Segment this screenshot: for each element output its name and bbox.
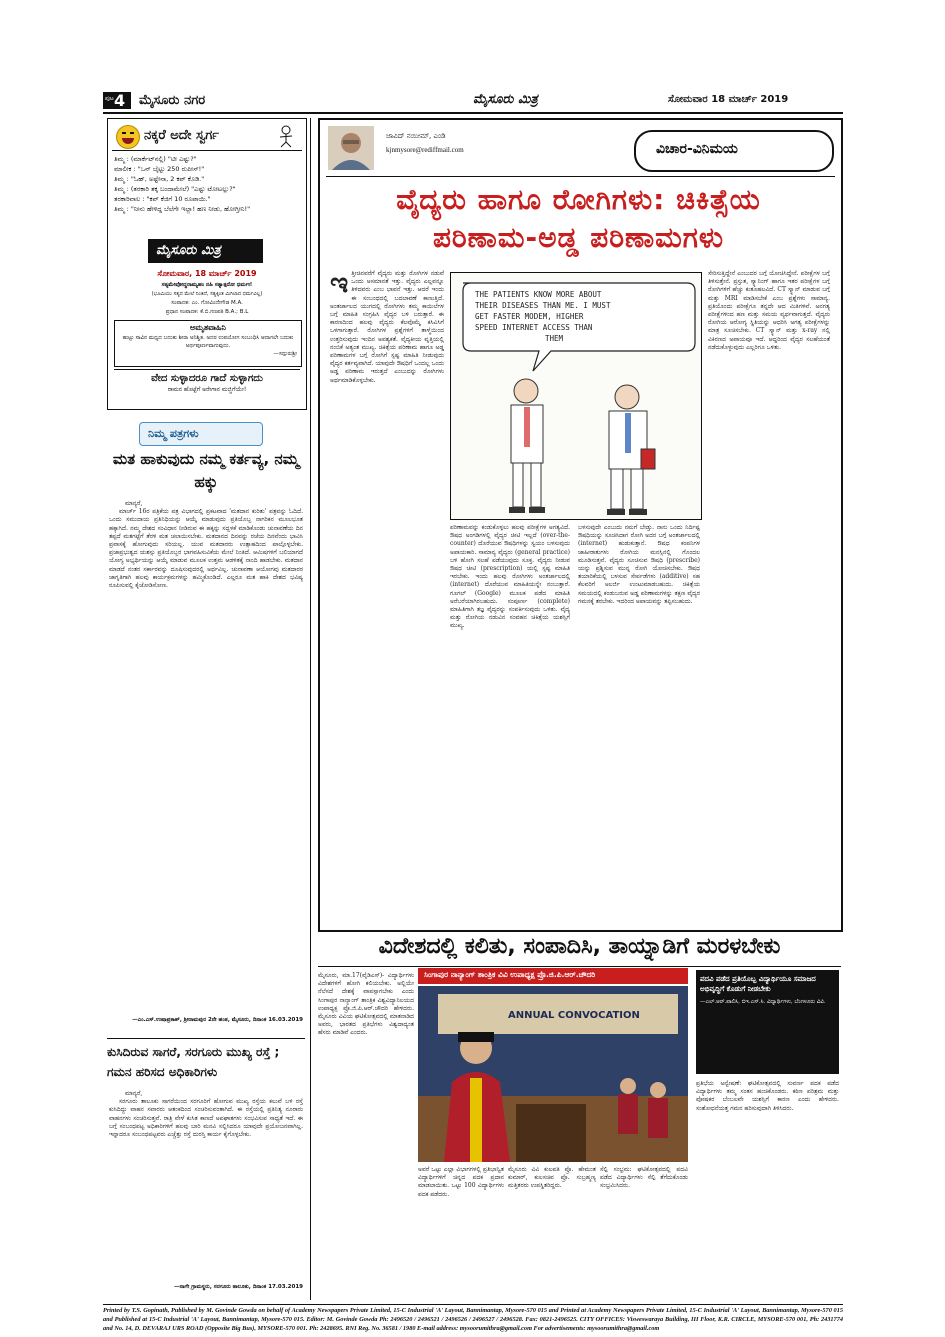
nameplate-title: ಮೈಸೂರು ಮಿತ್ರ [156, 243, 221, 258]
page-number-box [103, 92, 131, 109]
nameplate-logo [148, 239, 263, 263]
feature-box [318, 118, 843, 932]
masthead: ಮೈಸೂರು ಮಿತ್ರ [473, 92, 538, 107]
humor-line: ಮಾಲೀಕ : "ಒನ್ ಬೈಟ್ಟು 250 ರುಪೀಸ್!" [114, 165, 205, 173]
humor-line: ತಿಮ್ಮ : (ಮಾರ್ಕೆಟ್‌ನಲ್ಲಿ) "ಟೀ ಎಷ್ಟು?" [114, 155, 197, 163]
photo-banner-text: ANNUAL CONVOCATION [508, 1010, 640, 1021]
author-email: kjnmysore@rediffmail.com [386, 146, 464, 154]
letter2-signature: —ನಾಗೇ ಗ್ರಾಮಸ್ಥರು, ಸರಗೂರು ತಾಲೂಕು, ದಿನಾಂಕ 17.03.2019 [174, 1284, 303, 1290]
cartoon-caption [475, 289, 685, 344]
feature-col-2-text: ಪರಿಣಾಮವನ್ನು ಕಂಡುಕೊಳ್ಳಲು ಹಲವು ಪರೀಕ್ಷೆಗಳ ಅಗತ್ಯವಿದೆ. ಔಷಧ ಅಂಗಡಿಗಳಲ್ಲಿ ವೈದ್ಯರ ಚೀಟಿ ಇಲ್ಲದೆ (over-the-counter) ದೊರೆಯುವ ಔಷಧಿಗಳನ್ನು ಸ್ವಯಂ ಬಳಸುವುದು ಅಪಾಯಕಾರಿ. ಸಾಮಾನ್ಯ ವೈದ್ಯರು (general practice) ಬಳಿ ಹೋಗಿ ಸಲಹೆ ಪಡೆಯುವುದು ಸೂಕ್ತ. ವೈದ್ಯರು ನೀಡುವ ಔಷಧ ಚೀಟಿ (prescription) ಯಲ್ಲಿ ಸ್ಪಷ್ಟ ಮಾಹಿತಿ ಇರಬೇಕು. ಇಂದು ಹಲವು ರೋಗಿಗಳು ಅಂತರ್ಜಾಲದಲ್ಲಿ (internet) ದೊರೆಯುವ ಮಾಹಿತಿಯನ್ನೇ ನಂಬುತ್ತಾರೆ. ಗೂಗಲ್ (Google) ಮೂಲಕ ಪಡೆದ ಮಾಹಿತಿ ಅರೆಬರೆಯಾಗಿರಬಹುದು. ಸಂಪೂರ್ಣ (complete) ಮಾಹಿತಿಗಾಗಿ ತಜ್ಞ ವೈದ್ಯರನ್ನು ಸಂಪರ್ಕಿಸುವುದು ಒಳಿತು. ವೈದ್ಯ ಮತ್ತು ರೋಗಿಯ ನಡುವಿನ ಸಂವಹನ ಚಿಕಿತ್ಸೆಯ ಯಶಸ್ಸಿಗೆ ಮುಖ್ಯ. [450, 524, 570, 630]
letter-salutation: ಮಾನ್ಯರೆ, [125, 500, 143, 507]
author-photo [328, 126, 374, 170]
feature-col-1-text: ತ್ತೀಚಿನವರೆಗೆ ವೈದ್ಯರು ಮತ್ತು ರೋಗಿಗಳ ನಡುವೆ ಒಂದು ಅಸಮಾನತೆ ಇತ್ತು. ವೈದ್ಯರು ಎಲ್ಲವನ್ನೂ ತಿಳಿದವರು ಎಂಬ ಭಾವನೆ ಇತ್ತು. ಆದರೆ ಇಂದು ಈ ಸಂಬಂಧದಲ್ಲಿ ಬದಲಾವಣೆ ಕಾಣುತ್ತಿದೆ. ಅಂತರ್ಜಾಲದ ಯುಗದಲ್ಲಿ ರೋಗಿಗಳು ತಮ್ಮ ಕಾಯಿಲೆಗಳ ಬಗ್ಗೆ ಮಾಹಿತಿ ಸಂಗ್ರಹಿಸಿ ವೈದ್ಯರ ಬಳಿ ಬರುತ್ತಾರೆ. ಈ ಕಾರಣದಿಂದ ಹಲವು ವೈದ್ಯರು ಕೆಲವೊಮ್ಮೆ ಕಸಿವಿಸಿಗೆ ಒಳಗಾಗುತ್ತಾರೆ. ರೋಗಿಗಳ ಪ್ರಶ್ನೆಗಳಿಗೆ ತಾಳ್ಮೆಯಿಂದ ಉತ್ತರಿಸುವುದು ಇಂದಿನ ಅವಶ್ಯಕತೆ. ವೈದ್ಯಕೀಯ ವೃತ್ತಿಯಲ್ಲಿ ನಂಬಿಕೆ ಅತ್ಯಂತ ಮುಖ್ಯ. ಚಿಕಿತ್ಸೆಯ ಪರಿಣಾಮ ಹಾಗೂ ಅಡ್ಡ ಪರಿಣಾಮಗಳ ಬಗ್ಗೆ ರೋಗಿಗೆ ಸ್ಪಷ್ಟ ಮಾಹಿತಿ ನೀಡುವುದು ವೈದ್ಯರ ಕರ್ತವ್ಯವಾಗಿದೆ. ಯಾವುದೇ ಔಷಧಿಗೆ ಒಂದಲ್ಲ ಒಂದು ಅಡ್ಡ ಪರಿಣಾಮ ಇರುತ್ತದೆ ಎಂಬುದನ್ನು ರೋಗಿಗಳು ಅರ್ಥಮಾಡಿಕೊಳ್ಳಬೇಕು. [330, 270, 444, 384]
letter2-salutation: ಮಾನ್ಯರೆ, [125, 1090, 143, 1097]
story2-headline: ವಿದೇಶದಲ್ಲಿ ಕಲಿತು, ಸಂಪಾದಿಸಿ, ತಾಯ್ನಾಡಿಗೆ ಮರಳಬೇಕು [378, 934, 781, 959]
humor-line: ತಿಮ್ಮ : "ನೀನು ಹೇಳಿದ್ದ ಬೆಲೆಗೇ ಇಲ್ಲಾ! ಹಣ ನೀಡು, ಹೋಗ್ತೀನಿ!" [114, 205, 251, 213]
feature-col-3 [578, 524, 700, 920]
sidebar-text [696, 1080, 839, 1294]
footer-rule [103, 1304, 843, 1305]
nameplate-date: ಸೋಮವಾರ, 18 ಮಾರ್ಚ್ 2019 [157, 269, 257, 278]
feature-col-3-text: ಬಳಸುವುದೇ ಎಂಬುದು ನಮಗೆ ಬೇಡ್ತು. ನಾನು ಒಂದು ನಿರ್ದಿಷ್ಟ ಔಷಧಿಯನ್ನು ಸೂಚಿಸಿದಾಗ ರೋಗಿ ಅದರ ಬಗ್ಗೆ ಅಂತರ್ಜಾಲದಲ್ಲಿ (internet) ಹುಡುಕುತ್ತಾನೆ. ಔಷಧ ಕಂಪನಿಗಳ ಜಾಹೀರಾತುಗಳು ರೋಗಿಯ ಮನಸ್ಸಿನಲ್ಲಿ ಗೊಂದಲ ಮೂಡಿಸುತ್ತವೆ. ವೈದ್ಯರು ಸೂಚಿಸುವ ಔಷಧಿ (prescribe) ಯನ್ನು ಪ್ರಶ್ನಿಸುವ ಮುನ್ನ ರೋಗಿ ಯೋಚಿಸಬೇಕು. ಔಷಧ ತಯಾರಿಕೆಯಲ್ಲಿ ಬಳಸುವ ಸೇರ್ಪಡೆಗಳು (additive) ಸಹ ಕೆಲವರಿಗೆ ಅಲರ್ಜಿ ಉಂಟುಮಾಡಬಹುದು. ಚಿಕಿತ್ಸೆಯ ಸಮಯದಲ್ಲಿ ಕಂಡುಬರುವ ಅಡ್ಡ ಪರಿಣಾಮಗಳನ್ನು ತಕ್ಷಣ ವೈದ್ಯರ ಗಮನಕ್ಕೆ ತರಬೇಕು. ಇದರಿಂದ ಅಪಾಯವನ್ನು ತಪ್ಪಿಸಬಹುದು. [578, 524, 700, 605]
cartoon-caption-line: THEM [545, 334, 564, 343]
letters-logo [139, 422, 263, 446]
nameplate-motto: ಸತ್ಯಮೇವೋದ್ಧರಾಮ್ಯಹಂ ನಹಿ ಸತ್ಯಾತ್ಪರೋ ಧರ್ಮಃ! [161, 282, 253, 288]
feature-headline-line1: ವೈದ್ಯರು ಹಾಗೂ ರೋಗಿಗಳು: ಚಿಕಿತ್ಸೆಯ [396, 183, 761, 216]
letter-body [109, 500, 303, 1012]
feature-col-4 [708, 270, 830, 920]
story2-col-3-text: ಮೈಸೂರು ವಿವಿ ಕುಲಪತಿ ಪ್ರೊ. ಹೇಮಂತ ಕುಮಾರ್, ಕುಲಸಚಿವ ಪ್ರೊ. ಸುಬ್ರಹ್ಮಣ್ಯ ಮತ್ತಿತರರು ಉಪಸ್ಥಿತರಿದ್ದರು. [508, 1166, 596, 1190]
letter2-body [109, 1090, 303, 1280]
story2-subhead: ಸಿಂಗಾಪುರ ನಾನ್ಯಾಂಗ್ ತಾಂತ್ರಿಕ ವಿವಿ ಉಪಾಧ್ಯಕ್ಷ ಪ್ರೊ.ಜಿ.ಪಿ.ಆರ್.ಚೌದರಿ [424, 970, 596, 979]
author-name: ಜಾವಿದ್ ನಯೀಮ್, ಎಂಡಿ [386, 132, 446, 140]
story2-col-1 [318, 972, 414, 1296]
cartoon-caption-line: SPEED INTERNET ACCESS THAN [475, 323, 593, 332]
letter-headline: ಮತ ಹಾಕುವುದು ನಮ್ಮ ಕರ್ತವ್ಯ, ನಮ್ಮ ಹಕ್ಕು [112, 450, 300, 491]
feature-col-1 [330, 270, 444, 920]
proverb-sub: ರಾಮನ ಹೊಟ್ಟೆಗೆ ಅರೇಗಾನ ಮಜ್ಜಿಗೆಯೇ! [167, 386, 247, 393]
header-date: ಸೋಮವಾರ 18 ಮಾರ್ಚ್ 2019 [668, 94, 789, 105]
convocation-photo [418, 986, 688, 1162]
page-number: 4 [114, 91, 126, 110]
humor-box [107, 118, 307, 410]
story2-subhead-bar [418, 968, 688, 984]
letters-logo-text: ನಿಮ್ಮ ಪತ್ರಗಳು [148, 427, 199, 440]
sidebar-quote-author: —ಎಲ್.ಆರ್.ಪಾಲಿಸಿ, ಬಿಇ.ಎಸ್.ಸಿ. ವಿದ್ಯಾರ್ಥಿಗಳು, ಬೆಂಗಳೂರು ವಿವಿ. [700, 999, 826, 1005]
feature-drop-cap: ಇ [330, 270, 349, 299]
humor-banner [112, 124, 302, 151]
feature-col-2 [450, 524, 570, 920]
humor-lines [114, 154, 300, 214]
cartoon-figure-icon [274, 124, 298, 148]
column-name-badge [634, 130, 834, 172]
letters-divider [107, 1038, 305, 1039]
letter2-text: ಸರಗೂರು ತಾಲೂಕು ಸಾಗರೆಯಿಂದ ಸರಗೂರಿಗೆ ಹೋಗುವ ಮುಖ್ಯ ರಸ್ತೆಯ ಕಲುವೆ ಬಳಿ ರಸ್ತೆ ಕುಸಿದಿದ್ದು ವಾಹನ ಸವಾರರು ಆತಂಕದಿಂದ ಸಂಚರಿಸುವಂತಾಗಿದೆ. ಈ ರಸ್ತೆಯಲ್ಲಿ ಪ್ರತಿನಿತ್ಯ ನೂರಾರು ವಾಹನಗಳು ಸಂಚರಿಸುತ್ತವೆ. ರಾತ್ರಿ ವೇಳೆ ಕುಸಿತ ಕಾಣದೆ ಅಪಘಾತಗಳು ಸಂಭವಿಸುವ ಸಾಧ್ಯತೆ ಇದೆ. ಈ ಬಗ್ಗೆ ಸಂಬಂಧಪಟ್ಟ ಅಧಿಕಾರಿಗಳಿಗೆ ಹಲವು ಬಾರಿ ಮನವಿ ಸಲ್ಲಿಸಿದರೂ ಯಾವುದೇ ಪ್ರಯೋಜನವಾಗಿಲ್ಲ. ಇನ್ನಾದರೂ ಸಂಬಂಧಪಟ್ಟವರು ಎಚ್ಚೆತ್ತು ರಸ್ತೆ ದುರಸ್ತಿ ಕಾರ್ಯ ಕೈಗೊಳ್ಳಬೇಕು. [109, 1098, 303, 1139]
humor-line: ತರಕಾರಿವಾಲ : "ಕಪ್ ಕೆಜಿಗೆ 10 ರೂಪಾಯಿ." [114, 195, 211, 203]
proverb: ವೇದ ಸುಳ್ಳಾದರೂ ಗಾದೆ ಸುಳ್ಳಾಗದು [151, 373, 263, 384]
laughing-face-icon [116, 125, 140, 149]
story2-sidebar [696, 970, 841, 1296]
story2-col-4-text: ಸೆಲ್ಫಿ ಸಂಭ್ರಮ: ಘಟಿಕೋತ್ಸವದಲ್ಲಿ ಪದವಿ ಪಡೆದ ವಿದ್ಯಾರ್ಥಿಗಳು ಸೆಲ್ಫಿ ತೆಗೆದುಕೊಂಡು ಸಂಭ್ರಮಿಸಿದರು. [600, 1166, 688, 1190]
cartoon-caption-line: GET FASTER MODEM, HIGHER [475, 312, 584, 321]
feature-col-4-text: ಸೇರಿಸುತ್ತಿದ್ದೇನೆ ಎಂಬುದರ ಬಗ್ಗೆ ಯೋಚಿಸಿದ್ದೇನೆ. ಪರೀಕ್ಷೆಗಳ ಬಗ್ಗೆ ತಿಳಿಸುತ್ತೇನೆ. ಪ್ರಸ್ತುತ, ಸ್ಕ್ಯಾನಿಂಗ್ ಹಾಗೂ ಇತರ ಪರೀಕ್ಷೆಗಳ ಬಗ್ಗೆ ರೋಗಿಗಳಿಗೆ ಹೆಚ್ಚು ಕುತೂಹಲವಿದೆ. CT ಸ್ಕ್ಯಾನ್ ಮಾಡುವ ಬಗ್ಗೆ ಮತ್ತು MRI ಮಾಡಿಸಬೇಕೆ ಎಂಬ ಪ್ರಶ್ನೆಗಳು ಸಾಮಾನ್ಯ. ಪ್ರತಿಯೊಂದು ಪರೀಕ್ಷೆಗೂ ತನ್ನದೇ ಆದ ಮಿತಿಗಳಿವೆ. ಅನಗತ್ಯ ಪರೀಕ್ಷೆಗಳಿಂದ ಹಣ ಮತ್ತು ಸಮಯ ವ್ಯರ್ಥವಾಗುತ್ತದೆ. ವೈದ್ಯರು ರೋಗಿಯ ಆರೋಗ್ಯ ಸ್ಥಿತಿಯನ್ನು ಆಧರಿಸಿ ಅಗತ್ಯ ಪರೀಕ್ಷೆಗಳನ್ನು ಮಾತ್ರ ಸೂಚಿಸಬೇಕು. CT ಸ್ಕ್ಯಾನ್ ಮತ್ತು x-ray ನಲ್ಲಿ ವಿಕಿರಣದ ಅಪಾಯವೂ ಇದೆ. ಆದ್ದರಿಂದ ವೈದ್ಯರ ಸಲಹೆಯಂತೆ ನಡೆದುಕೊಳ್ಳುವುದು ಎಲ್ಲರಿಗೂ ಒಳಿತು. [708, 270, 830, 351]
letter-signature: —ಎಂ.ಎಸ್.ಉಷಾಪ್ರಕಾಶ್, ಶ್ರೀರಾಮಪುರ 2ನೇ ಹಂತ, ಮೈಸೂರು, ದಿನಾಂಕ 16.03.2019 [132, 1017, 303, 1023]
nameplate-publisher: ಪ್ರಧಾನ ಸಂಪಾದಕ: ಕೆ.ಬಿ.ಗಣಪತಿ B.A.; B.L [165, 309, 249, 315]
story2-col-2 [418, 1166, 504, 1296]
story2-col-2-text: ಅವರೆ ಒಟ್ಟು ಎಲ್ಲಾ ವಿಭಾಗಗಳಲ್ಲಿ ಪ್ರತಿಭಾನ್ವಿತ ವಿದ್ಯಾರ್ಥಿಗಳಿಗೆ ಚಿನ್ನದ ಪದಕ ಪ್ರದಾನ ಮಾಡಲಾಯಿತು. ಒಟ್ಟು 100 ವಿದ್ಯಾರ್ಥಿಗಳು ಪದಕ ಪಡೆದರು. [418, 1166, 504, 1198]
page-header [103, 90, 843, 112]
cartoon-caption-line: THE PATIENTS KNOW MORE ABOUT [475, 290, 602, 299]
amrutha-title: ಅಮೃತವಾಹಿನಿ [190, 323, 226, 332]
nameplate-editor: ಸಂಪಾದಕ: ಎಂ. ಗೋವಿಂದೇಗೌಡ M.A. [171, 300, 243, 306]
page-prefix: ಪುಟ [105, 95, 114, 102]
sidebar-quote-box [696, 970, 839, 1074]
humor-line: ತಿಮ್ಮ : "ಓಹ್, ಅಷ್ಟೇನಾ, 2 ಕಪ್ ಕೊಡಿ." [114, 175, 205, 183]
amrutha-text: ಹುಟ್ಟು ಸಾವಿನ ಮಧ್ಯದ ಬದುಕು ಶೀರಾ ಅನಿಶ್ಚಿತ. ಅದರ ಉಪಯೋಗ ಸಂಬಂಧಿಸಿ ಆದಾಗಲೇ ಬದುಕು ಅರ್ಥಪೂರ್ಣವಾಗುವುದು. [122, 335, 294, 349]
amrutha-author: —ಸದ್ಗುರುಶ್ರೀ [273, 351, 297, 357]
story2-col-3 [508, 1166, 596, 1296]
cartoon-caption-line: THEIR DISEASES THAN ME. I MUST [475, 301, 611, 310]
story2-col-1-text: ಮೈಸೂರು, ಮಾ.17(ವೈಡಿಎಸ್)- ವಿದ್ಯಾರ್ಥಿಗಳು ವಿದೇಶಗಳಿಗೆ ಹೋಗಿ ಕಲಿಯಬೇಕು. ಅಲ್ಲಿಯೇ ನೆಲೆಸದೆ ದೇಶಕ್ಕೆ ವಾಪಸ್ಸಾಗಬೇಕು ಎಂದು ಸಿಂಗಾಪುರ ನಾನ್ಯಾಂಗ್ ತಾಂತ್ರಿಕ ವಿಶ್ವವಿದ್ಯಾನಿಲಯದ ಉಪಾಧ್ಯಕ್ಷ ಪ್ರೊ.ಜಿ.ಪಿ.ಆರ್.ಚೌದರಿ ಹೇಳಿದರು. ಮೈಸೂರು ವಿವಿಯ ಘಟಿಕೋತ್ಸವದಲ್ಲಿ ಮಾತನಾಡಿದ ಅವರು, ಭಾರತದ ಪ್ರತಿಭೆಗಳು ವಿಶ್ವದಾದ್ಯಂತ ಹೆಸರು ಮಾಡಿವೆ ಎಂದರು. [318, 972, 414, 1037]
feature-headline-line2: ಪರಿಣಾಮ-ಅಡ್ಡ ಪರಿಣಾಮಗಳು [432, 221, 725, 254]
footer-imprint: Printed by T.S. Gopinath, Published by M. Govinde Gowda on behalf of Academy Newspapers Private Limited, 15-C Industrial 'A' Layout, Bannimantap, Mysore-570 015 and Printed at Academy Newspapers Private Limited, 15-C Industrial 'A' Layout, Bannimantap, Mysore-570 015 and Published at 15-C Industrial 'A' Layout, Bannimantap, Mysore-570 015. Editor: M. Govinde Gowda Ph: 2496520 / 2496521 / 2496526 / 2496527 / 2496528. Fax: 0821-2496525. CITY OFFICES: Visweswaraya Building, III Floor, K.R. CIRCLE, MYSORE-570 001, Ph: 2431774 and No. 14, D. DEVARAJ URS ROAD (Opposite Big Bus), MYSORE-570 001. Ph: 2428695. RNI Reg. No. 36581 / 1980 E-mail address: mysoorumithra@gmail.com For advertisements: mysoorumithra@gmail.com [103, 1307, 843, 1332]
cartoon [450, 272, 702, 520]
amrutha-box [114, 320, 302, 367]
proverb-box [114, 369, 300, 404]
section-title: ಮೈಸೂರು ನಗರ [139, 93, 206, 108]
nameplate-motto-meaning: (ಭೂಮಿಯು ಸತ್ಯದ ಮೇಲೆ ನಿಂತಿದೆ, ಸತ್ಯಕ್ಕಿಂತ ಮಿಗಿಲಾದ ಧರ್ಮವಿಲ್ಲ) [151, 291, 263, 297]
sidebar-text-content: ಪ್ರತಿಭೆಯ ಅನ್ವೇಷಣೆ: ಘಟಿಕೋತ್ಸವದಲ್ಲಿ ಸುವರ್ಣ ಪದಕ ಪಡೆದ ವಿದ್ಯಾರ್ಥಿಗಳು ತಮ್ಮ ಸಂತಸ ಹಂಚಿಕೊಂಡರು. ಕಠಿಣ ಪರಿಶ್ರಮ ಮತ್ತು ಪೋಷಕರ ಬೆಂಬಲವೇ ಯಶಸ್ಸಿಗೆ ಕಾರಣ ಎಂದು ಹೇಳಿದರು. ಸಂಶೋಧನೆಯತ್ತ ಗಮನ ಹರಿಸುವುದಾಗಿ ತಿಳಿಸಿದರು. [696, 1080, 839, 1112]
story2-rule [318, 966, 841, 967]
letter2-headline: ಕುಸಿದಿರುವ ಸಾಗರೆ, ಸರಗೂರು ಮುಖ್ಯ ರಸ್ತೆ ; ಗಮನ ಹರಿಸದ ಅಧಿಕಾರಿಗಳು [107, 1045, 280, 1079]
letter-text: ಮಾರ್ಚ್ 16ರ ಪತ್ರಿಕೆಯ ಪತ್ರ ವಿಭಾಗದಲ್ಲಿ ಪ್ರಕಟವಾದ 'ಮತದಾನ ಕುರಿತು' ಪತ್ರವನ್ನು ಓದಿದೆ. ಒಂದು ಸಮುದಾಯ ಪ್ರತಿನಿಧಿಯನ್ನು ಆಯ್ಕೆ ಮಾಡುವುದು ಪ್ರತಿಯೊಬ್ಬ ನಾಗರಿಕನ ಮೂಲಭೂತ ಹಕ್ಕಾಗಿದೆ. ನಮ್ಮ ದೇಶದ ಸಂವಿಧಾನ ನೀಡಿರುವ ಈ ಹಕ್ಕನ್ನು ಸದ್ಬಳಕೆ ಮಾಡಿಕೊಂಡು ಚುನಾವಣೆಯ ದಿನ ತಪ್ಪದೆ ಮತಗಟ್ಟೆಗೆ ತೆರಳಿ ಮತ ಚಲಾಯಿಸಬೇಕು. ಮತದಾನದ ದಿನವನ್ನು ರಜೆಯ ದಿನವೆಂದು ಭಾವಿಸಿ ಪ್ರವಾಸಕ್ಕೆ ಹೋಗುವುದು ಸರಿಯಲ್ಲ. ಯುವ ಮತದಾರರು ಉತ್ಸಾಹದಿಂದ ಪಾಲ್ಗೊಳ್ಳಬೇಕು. ಪ್ರಜಾಪ್ರಭುತ್ವದ ಯಶಸ್ಸು ಪ್ರತಿಯೊಬ್ಬರ ಭಾಗವಹಿಸುವಿಕೆಯ ಮೇಲೆ ನಿಂತಿದೆ. ಆಮಿಷಗಳಿಗೆ ಬಲಿಯಾಗದೆ ಯೋಗ್ಯ ಅಭ್ಯರ್ಥಿಯನ್ನು ಆಯ್ಕೆ ಮಾಡುವ ಮೂಲಕ ಉತ್ತಮ ಆಡಳಿತಕ್ಕೆ ನಾಂದಿ ಹಾಡಬೇಕು. ಮತದಾನ ಮಾಡದೆ ನಂತರ ಸರ್ಕಾರವನ್ನು ದೂಷಿಸುವುದರಲ್ಲಿ ಅರ್ಥವಿಲ್ಲ. ಚುನಾವಣಾ ಆಯೋಗವು ಮತದಾರರ ಜಾಗೃತಿಗಾಗಿ ಹಲವು ಕಾರ್ಯಕ್ರಮಗಳನ್ನು ಹಮ್ಮಿಕೊಂಡಿದೆ. ಎಲ್ಲರೂ ಮತ ಹಾಕಿ ದೇಶದ ಭವಿಷ್ಯ ರೂಪಿಸುವಲ್ಲಿ ಕೈಜೋಡಿಸೋಣ. [109, 508, 303, 590]
header-rule [103, 112, 843, 114]
story2-col-4 [600, 1166, 688, 1296]
letters-section [107, 418, 305, 1300]
humor-line: ತಿಮ್ಮ : (ತರಕಾರಿ ತಕ್ಕ ಬಂದಾಮೇಲೆ) "ಎಷ್ಟು ಟೋಟಲ್ಲು?" [114, 185, 236, 193]
left-column-rule [310, 118, 311, 1300]
sidebar-quote: ಪದವಿ ಪಡೆದ ಪ್ರತಿಯೊಬ್ಬ ವಿದ್ಯಾರ್ಥಿಯೂ ಸಮಾಜದ ಅಭಿವೃದ್ಧಿಗೆ ಕೊಡುಗೆ ನೀಡಬೇಕು [700, 975, 816, 993]
column-name: ವಿಚಾರ-ವಿನಿಮಯ [656, 141, 738, 157]
feature-top-rule [326, 176, 835, 177]
humor-title: ನಕ್ಕರೆ ಅದೇ ಸ್ವರ್ಗ [144, 128, 219, 143]
